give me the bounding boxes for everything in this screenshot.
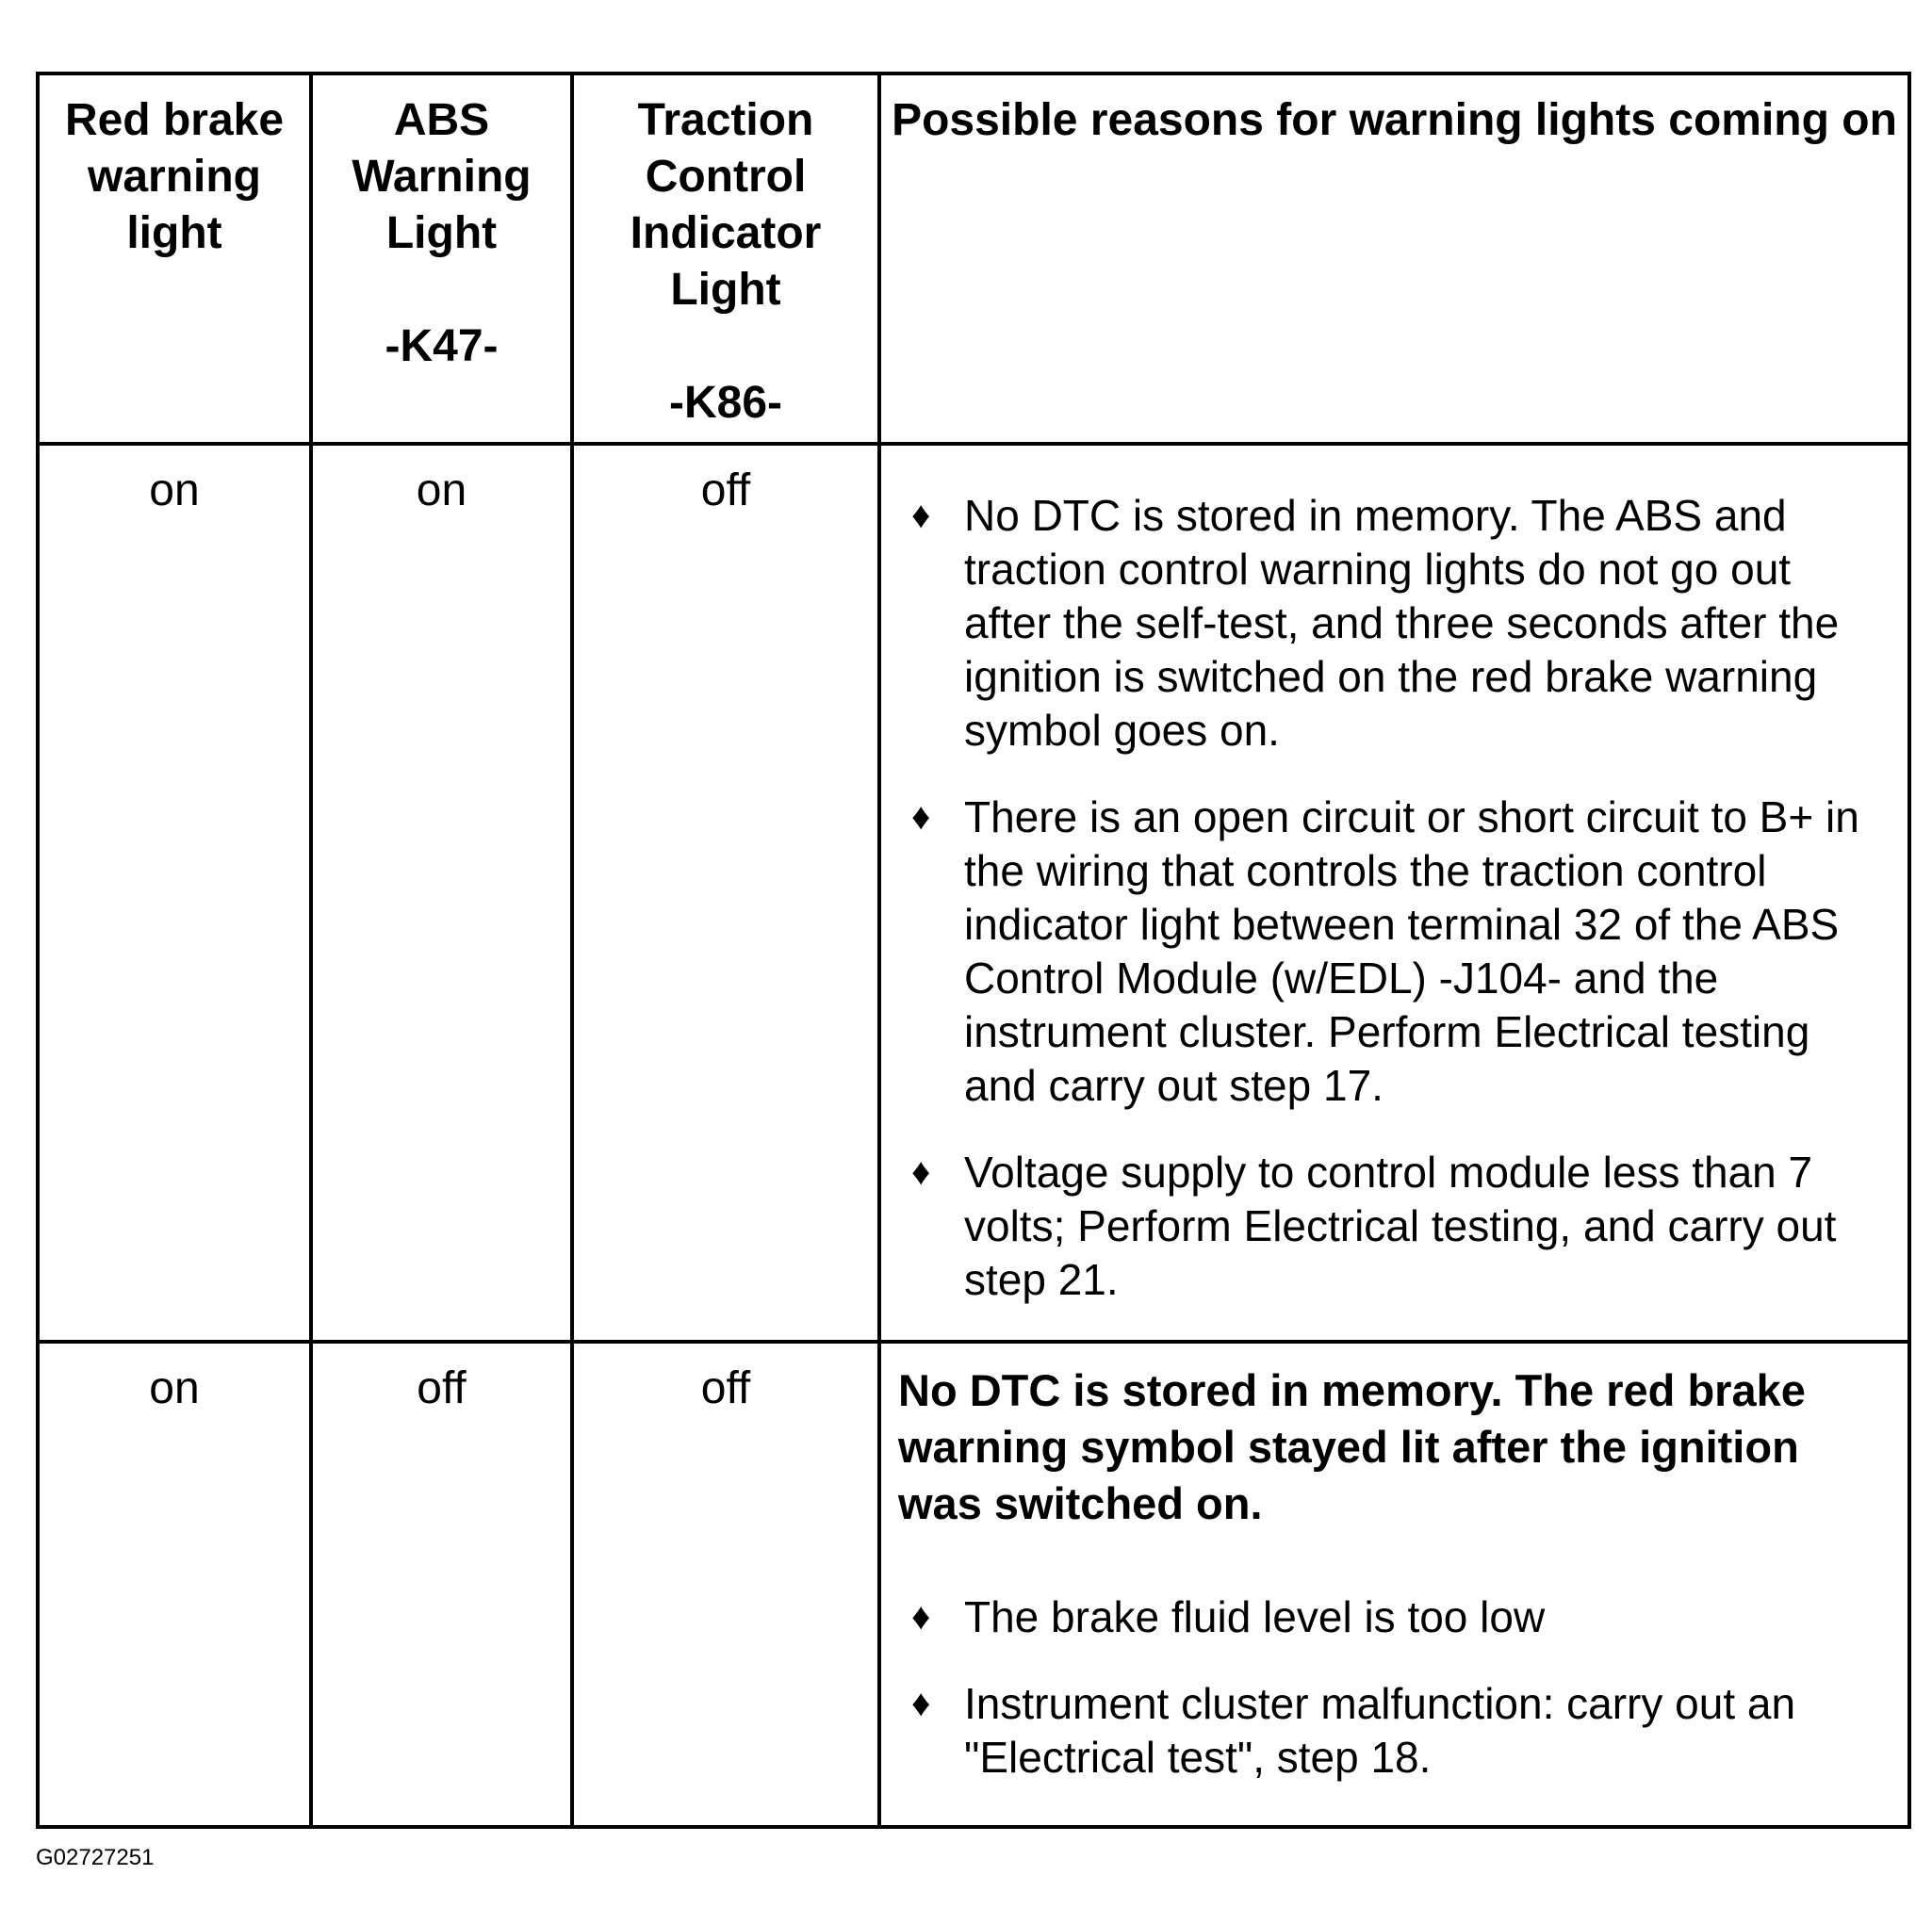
header-label: Traction Control Indicator Light <box>630 95 822 315</box>
reasons-list <box>898 489 1885 1307</box>
list-item <box>898 1677 1885 1785</box>
reasons-cell <box>879 444 1909 1342</box>
header-code: -K47- <box>385 321 499 371</box>
diamond-bullet-icon: ♦ <box>911 495 931 536</box>
header-label: Red brake warning light <box>64 95 285 258</box>
reason-text: No DTC is stored in memory. The ABS and traction control warning lights do not go out after the self-test, and three seconds after the ignition is switched on the red brake warning symbol goes on. <box>964 491 1840 755</box>
traction-state: off <box>572 1342 879 1827</box>
header-abs <box>311 73 572 444</box>
traction-state: off <box>572 444 879 1342</box>
header-red-brake <box>38 73 311 444</box>
diamond-bullet-icon: ♦ <box>911 1151 931 1193</box>
list-item <box>898 489 1885 758</box>
table-row <box>38 1342 1909 1827</box>
header-reasons <box>879 73 1909 444</box>
reasons-list <box>898 1590 1885 1785</box>
diamond-bullet-icon: ♦ <box>911 1596 931 1638</box>
header-code: -K86- <box>668 378 783 428</box>
list-item <box>898 791 1885 1113</box>
list-item <box>898 1590 1885 1644</box>
reason-text: Voltage supply to control module less than 7 volts; Perform Electrical testing, and carry out step 21. <box>964 1148 1837 1304</box>
diamond-bullet-icon: ♦ <box>911 1683 931 1724</box>
header-traction <box>572 73 879 444</box>
red-brake-state: on <box>38 444 311 1342</box>
reason-text: The brake fluid level is too low <box>964 1592 1546 1641</box>
header-label: Possible reasons for warning lights coming on <box>892 95 1897 145</box>
header-row <box>38 73 1909 444</box>
abs-state: on <box>311 444 572 1342</box>
warning-lights-table <box>36 72 1911 1829</box>
list-item <box>898 1146 1885 1307</box>
header-label: ABS Warning Light <box>352 95 532 258</box>
figure-id: G02727251 <box>36 1845 155 1870</box>
reasons-cell <box>879 1342 1909 1827</box>
reason-text: Instrument cluster malfunction: carry out an "Electrical test", step 18. <box>964 1679 1796 1782</box>
reasons-heading: No DTC is stored in memory. The red brake warning symbol stayed lit after the ignition was switched on. <box>898 1365 1806 1528</box>
diamond-bullet-icon: ♦ <box>911 796 931 838</box>
abs-state: off <box>311 1342 572 1827</box>
red-brake-state: on <box>38 1342 311 1827</box>
reason-text: There is an open circuit or short circuit to B+ in the wiring that controls the traction control indicator light between terminal 32 of the ABS Control Module (w/EDL) -J104- and the instrument cluster. Perform Electrical testing and carry out step 17. <box>964 792 1859 1110</box>
table-row <box>38 444 1909 1342</box>
